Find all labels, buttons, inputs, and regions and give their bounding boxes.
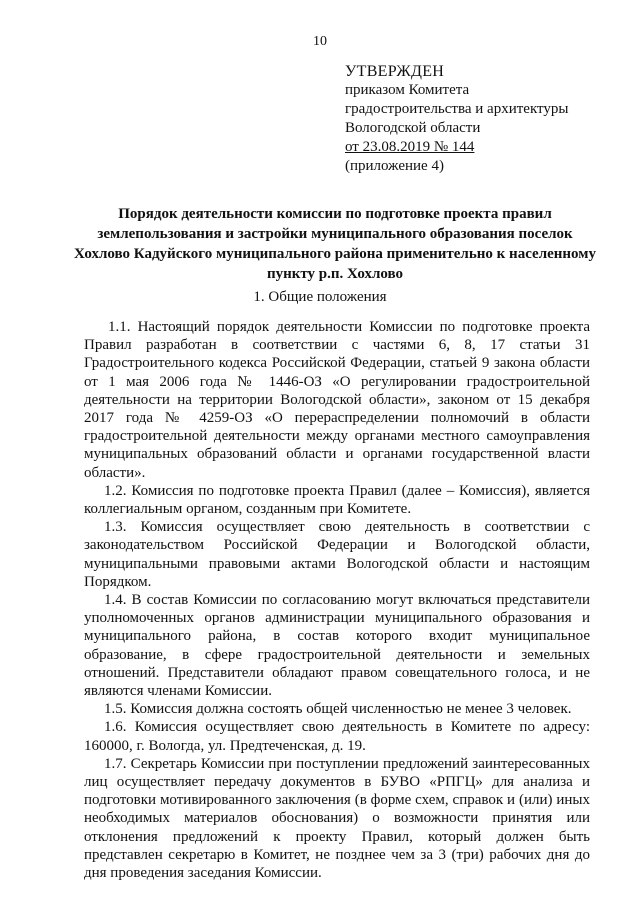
- approval-line-order: приказом Комитета: [345, 82, 470, 98]
- approval-stamp: [345, 62, 625, 176]
- document-title: Порядок деятельности комиссии по подготовке проекта правил землепользования и застройки муниципального образования поселок Хохлово Кадуйского муниципального района применительно к населенному пункту р.п. Хохлово: [74, 206, 596, 282]
- approval-line-committee: градостроительства и архитектуры: [345, 101, 569, 117]
- paragraph-1-5: 1.5. Комиссия должна состоять общей численностью не менее 3 человек.: [104, 701, 572, 718]
- paragraph-1-1: 1.1. Настоящий порядок деятельности Комиссии по подготовке проекта Правил разработан в соответствии с частями 6, 8, 17 статьи 31 Градостроительного кодекса Российской Федерации, статьей 9 закона области от 1 мая 2006 года № 1446-ОЗ «О регулировании градостроительной деятельности на территории Вологодской области», законом от 15 декабря 2017 года № 4259-ОЗ «О перераспределении полномочий в области градостроительной деятельности между органами местного самоуправления муниципальных образований области и органами государственной власти области».: [84, 319, 590, 481]
- paragraph-1-2: 1.2. Комиссия по подготовке проекта Правил (далее – Комиссия), является коллегиальным органом, созданным при Комитете.: [84, 482, 590, 518]
- document-body: [84, 318, 590, 882]
- paragraph-1-7: 1.7. Секретарь Комиссии при поступлении предложений заинтересованных лиц осуществляет передачу документов в БУВО «РПГЦ» для анализа и подготовки мотивированного заключения (в форме схем, справок и (или) иных необходимых материалов обоснования) о возможности принятия или отклонения предложений к проекту Правил, который должен быть представлен секретарю в Комитет, не позднее чем за 3 (три) рабочих дня до дня проведения заседания Комиссии.: [84, 755, 590, 882]
- paragraph-1-4: 1.4. В состав Комиссии по согласованию могут включаться представители уполномоченных органов администрации муниципального образования и муниципального района, в состав которого входит муниципальное образование, в сфере градостроительной деятельности и земельных отношений. Представители обладают правом совещательного голоса, и не являются членами Комиссии.: [84, 592, 590, 700]
- approval-date-number: от 23.08.2019 № 144: [345, 139, 475, 155]
- paragraph-1-3: 1.3. Комиссия осуществляет свою деятельность в соответствии с законодательством Российской Федерации и Вологодской области, муниципальными правовыми актами Вологодской области и настоящим Порядком.: [84, 519, 590, 590]
- paragraph-1-6: 1.6. Комиссия осуществляет свою деятельность в Комитете по адресу: 160000, г. Вологда, ул. Предтеченская, д. 19.: [84, 719, 590, 754]
- page-number: 10: [313, 34, 327, 49]
- approval-appendix: (приложение 4): [345, 158, 444, 174]
- section-title: 1. Общие положения: [253, 289, 387, 305]
- approval-line-region: Вологодской области: [345, 120, 481, 136]
- approval-heading: УТВЕРЖДЕН: [345, 63, 445, 80]
